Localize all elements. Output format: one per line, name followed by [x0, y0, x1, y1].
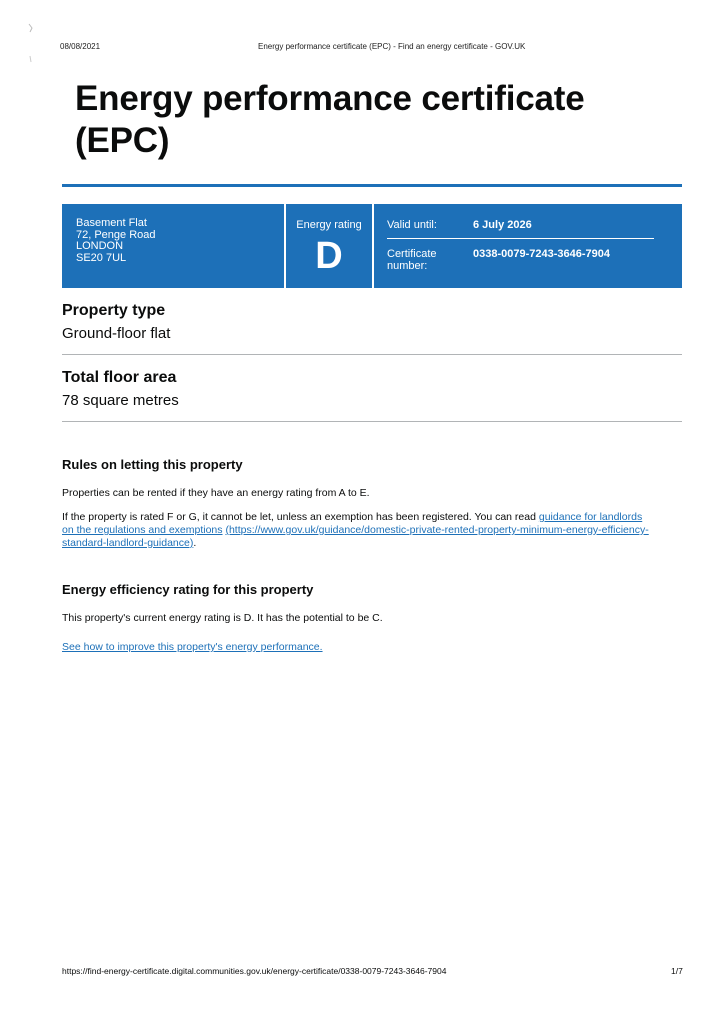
page-number: 1/7 [671, 966, 683, 976]
page-title: Energy performance certificate (EPC) [75, 79, 585, 160]
info-divider [387, 238, 654, 239]
efficiency-rating-heading: Energy efficiency rating for this property [62, 582, 314, 597]
letting-rules-heading: Rules on letting this property [62, 457, 243, 472]
certificate-number-label: Certificate number: [387, 248, 437, 272]
address-line: 72, Penge Road [76, 228, 156, 241]
landlord-guidance-link[interactable]: on the regulations and exemptions [62, 524, 223, 536]
property-type-heading: Property type [62, 302, 166, 319]
letting-exemption-text [62, 511, 687, 550]
exemption-text-end: . [193, 537, 197, 549]
efficiency-rating-text: This property's current energy rating is D. It has the potential to be C. [62, 612, 383, 624]
energy-rating-panel [286, 204, 372, 288]
improve-performance-link[interactable]: See how to improve this property's energy performance. [62, 641, 323, 653]
energy-rating-label: Energy rating [296, 219, 362, 231]
landlord-guidance-url[interactable]: standard-landlord-guidance) [62, 537, 194, 549]
valid-until-value: 6 July 2026 [473, 219, 532, 231]
floor-area-heading: Total floor area [62, 369, 177, 386]
letting-rules-text: Properties can be rented if they have an energy rating from A to E. [62, 487, 370, 499]
address-line: SE20 7UL [76, 251, 127, 264]
floor-area-value: 78 square metres [62, 392, 179, 409]
landlord-guidance-url[interactable]: (https://www.gov.uk/guidance/domestic-private-rented-property-minimum-energy-efficiency- [225, 524, 649, 536]
address-line: LONDON [76, 240, 124, 252]
improve-performance-container [62, 641, 687, 654]
title-divider [62, 184, 682, 187]
certificate-number-value: 0338-0079-7243-3646-7904 [473, 248, 611, 260]
footer-url: https://find-energy-certificate.digital.communities.gov.uk/energy-certificate/0338-0079-7243-3646-7904 [62, 966, 447, 976]
section-divider [62, 421, 682, 422]
certificate-info [374, 204, 682, 288]
section-divider [62, 354, 682, 355]
scan-mark-icon [28, 22, 34, 66]
address-line: Basement Flat [76, 217, 147, 229]
print-header-date: 08/08/2021 [60, 42, 101, 51]
landlord-guidance-link[interactable]: guidance for landlords [538, 511, 643, 523]
energy-rating-letter: D [315, 235, 343, 277]
valid-until-label: Valid until: [387, 219, 437, 231]
epc-summary-card [62, 204, 682, 288]
exemption-text: If the property is rated F or G, it cannot be let, unless an exemption has been registered. You can read [62, 511, 539, 523]
print-header-title: Energy performance certificate (EPC) - Find an energy certificate - GOV.UK [258, 42, 526, 51]
property-address [62, 204, 284, 288]
property-type-value: Ground-floor flat [62, 325, 171, 342]
